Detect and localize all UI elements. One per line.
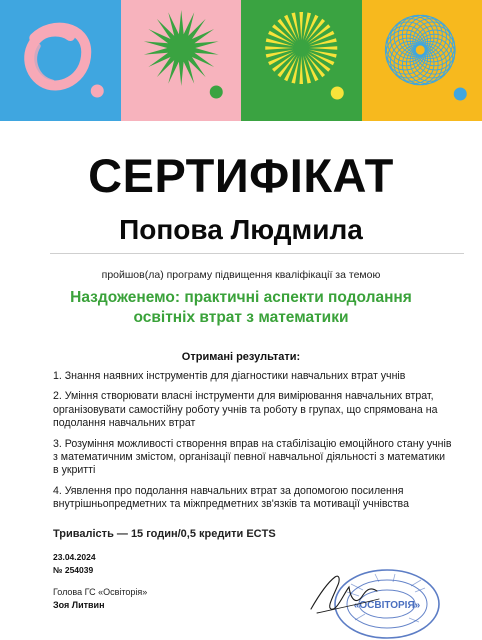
banner-tile-yellow bbox=[362, 0, 482, 121]
spirograph-icon bbox=[362, 0, 482, 121]
brush-circle-icon bbox=[0, 0, 121, 121]
certificate-number: № 254039 bbox=[53, 565, 94, 575]
divider bbox=[50, 253, 464, 254]
result-item: 1. Знання наявних інструментів для діагностики навчальних втрат учнів bbox=[53, 370, 406, 382]
result-item: 3. Розуміння можливості створення вправ на стабілізацію емоційного стану учнів з математичним змістом, організації певної навчальної діяльності з математики в укритті bbox=[53, 437, 452, 477]
result-item: 4. Уявлення про подолання навчальних втрат за допомогою посилення внутрішньопредметних та міжпредметних зв'язків та мотивації учнівства bbox=[53, 484, 409, 511]
duration-text: Тривалість — 15 годин/0,5 кредити ECTS bbox=[53, 528, 276, 540]
results-list bbox=[53, 370, 453, 519]
result-item: 2. Уміння створювати власні інструменти для вимірювання навчальних втрат, організовувати самостійну роботу учнів та роботу в групах, що спрямована на подолання навчальних втрат bbox=[53, 390, 438, 430]
radial-burst-icon bbox=[241, 0, 362, 121]
sunburst-icon bbox=[121, 0, 242, 121]
issue-date: 23.04.2024 bbox=[53, 552, 96, 562]
results-heading: Отримані результати: bbox=[181, 351, 301, 363]
stamp-center-text: «ОСВІТОРІЯ» bbox=[353, 600, 421, 611]
signature bbox=[305, 565, 385, 620]
program-intro-text: пройшов(ла) програму підвищення кваліфікації за темою bbox=[101, 269, 381, 281]
signatory-name: Зоя Литвин bbox=[53, 600, 105, 610]
banner-tile-pink bbox=[121, 0, 242, 121]
recipient-name: Попова Людмила bbox=[119, 214, 363, 245]
banner-tile-blue bbox=[0, 0, 121, 121]
header-banner bbox=[0, 0, 482, 121]
certificate-title: СЕРТИФІКАТ bbox=[88, 149, 394, 202]
course-title: Наздоженемо: практичні аспекти подолання освітніх втрат з математики bbox=[70, 289, 412, 326]
signatory-title: Голова ГС «Освіторія» bbox=[53, 587, 148, 597]
banner-tile-green bbox=[241, 0, 362, 121]
